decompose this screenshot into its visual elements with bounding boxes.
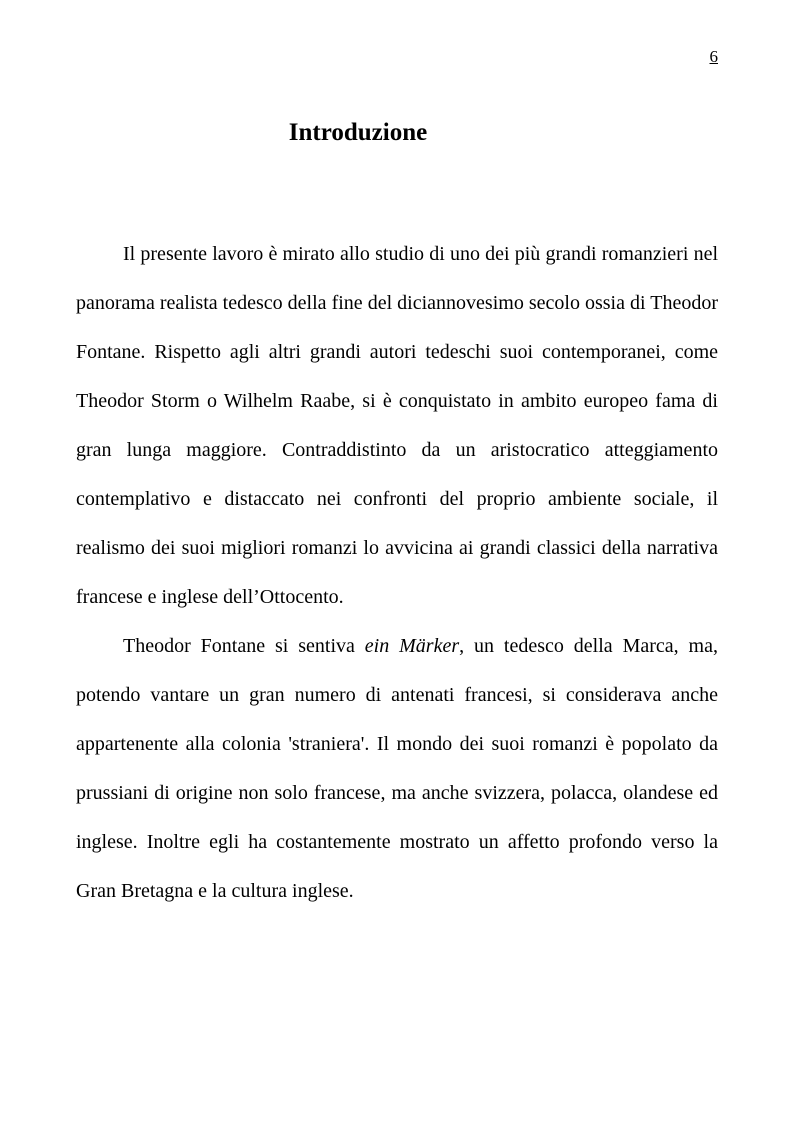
page-title: Introduzione	[288, 119, 428, 146]
paragraph-2-text-end: , un tedesco della Marca, ma, potendo vantare un gran numero di antenati francesi, si considerava anche appartenente alla colonia 'straniera'. Il mondo dei suoi romanzi è popolato da prussiani di origine non solo francese, ma anche svizzera, polacca, olandese ed inglese. Inoltre egli ha costantemente mostrato un affetto profondo verso la Gran Bretagna e la cultura inglese.	[76, 635, 718, 902]
paragraph-1: Il presente lavoro è mirato allo studio di uno dei più grandi romanzieri nel panorama realista tedesco della fine del diciannovesimo secolo ossia di Theodor Fontane. Rispetto agli altri grandi autori tedeschi suoi contemporanei, come Theodor Storm o Wilhelm Raabe, si è conquistato in ambito europeo fama di gran lunga maggiore. Contraddistinto da un aristocratico atteggiamento contemplativo e distaccato nei confronti del proprio ambiente sociale, il realismo dei suoi migliori romanzi lo avvicina ai grandi classici della narrativa francese e inglese dell’Ottocento.	[76, 243, 718, 608]
paragraph-2-text-start: Theodor Fontane si sentiva	[123, 635, 365, 657]
page-number: 6	[709, 47, 718, 66]
paragraph-2-italic-term: ein Märker	[364, 635, 460, 657]
body-text	[76, 230, 718, 916]
paragraph-2	[76, 622, 718, 916]
